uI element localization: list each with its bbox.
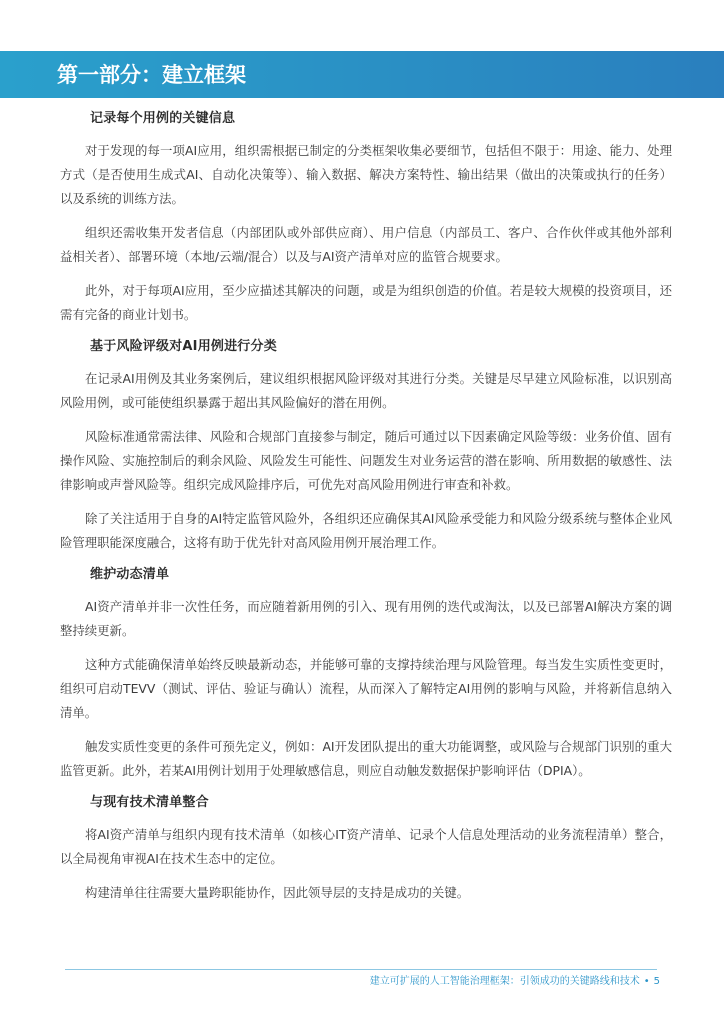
paragraph: AI资产清单并非一次性任务，而应随着新用例的引入、现有用例的迭代或淘汰，以及已部署AI解决方案的调整持续更新。 bbox=[60, 599, 672, 638]
document-body bbox=[60, 109, 672, 915]
section-banner bbox=[0, 51, 724, 98]
footer-divider bbox=[65, 969, 657, 970]
section-tech-inventory-integration bbox=[60, 793, 672, 905]
section-heading: 维护动态清单 bbox=[90, 567, 170, 582]
paragraph: 将AI资产清单与组织内现有技术清单（如核心IT资产清单、记录个人信息处理活动的业务流程清单）整合，以全局视角审视AI在技术生态中的定位。 bbox=[60, 827, 672, 866]
page-title: 第一部分：建立框架 bbox=[57, 63, 246, 87]
section-record-key-info bbox=[60, 109, 672, 327]
paragraph: 构建清单往往需要大量跨职能协作，因此领导层的支持是成功的关键。 bbox=[85, 885, 470, 900]
paragraph: 触发实质性变更的条件可预先定义，例如：AI开发团队提出的重大功能调整，或风险与合规部门识别的重大监管更新。此外，若某AI用例计划用于处理敏感信息，则应自动触发数据保护影响评估（DPIA）。 bbox=[60, 739, 672, 778]
paragraph: 对于发现的每一项AI应用，组织需根据已制定的分类框架收集必要细节，包括但不限于：用途、能力、处理方式（是否使用生成式AI、自动化决策等）、输入数据、解决方案特性、输出结果（做出的决策或执行的任务）以及系统的训练方法。 bbox=[60, 143, 672, 206]
paragraph: 在记录AI用例及其业务案例后，建议组织根据风险评级对其进行分类。关键是尽早建立风险标准，以识别高风险用例，或可能使组织暴露于超出其风险偏好的潜在用例。 bbox=[60, 371, 672, 410]
paragraph: 这种方式能确保清单始终反映最新动态，并能够可靠的支撑持续治理与风险管理。每当发生实质性变更时，组织可启动TEVV（测试、评估、验证与确认）流程，从而深入了解特定AI用例的影响与风险，并将新信息纳入清单。 bbox=[60, 657, 672, 720]
section-heading: 记录每个用例的关键信息 bbox=[90, 111, 236, 126]
section-dynamic-inventory bbox=[60, 565, 672, 783]
paragraph: 除了关注适用于自身的AI特定监管风险外，各组织还应确保其AI风险承受能力和风险分级系统与整体企业风险管理职能深度融合，这将有助于优先针对高风险用例开展治理工作。 bbox=[60, 511, 672, 550]
section-heading: 基于风险评级对AI用例进行分类 bbox=[90, 339, 277, 354]
page-number: 5 bbox=[653, 976, 660, 987]
section-risk-classification bbox=[60, 337, 672, 555]
section-heading: 与现有技术清单整合 bbox=[90, 795, 209, 810]
paragraph: 组织还需收集开发者信息（内部团队或外部供应商）、用户信息（内部员工、客户、合作伙伴或其他外部利益相关者）、部署环境（本地/云端/混合）以及与AI资产清单对应的监管合规要求。 bbox=[60, 225, 672, 264]
footer-title: 建立可扩展的人工智能治理框架：引领成功的关键路线和技术 bbox=[369, 976, 640, 987]
page-footer bbox=[370, 975, 660, 989]
paragraph: 风险标准通常需法律、风险和合规部门直接参与制定，随后可通过以下因素确定风险等级：业务价值、固有操作风险、实施控制后的剩余风险、风险发生可能性、问题发生对业务运营的潜在影响、所用数据的敏感性、法律影响或声誉风险等。组织完成风险排序后，可优先对高风险用例进行审查和补救。 bbox=[60, 429, 672, 492]
paragraph: 此外，对于每项AI应用，至少应描述其解决的问题，或是为组织创造的价值。若是较大规模的投资项目，还需有完备的商业计划书。 bbox=[60, 283, 672, 322]
footer-separator: • bbox=[643, 976, 650, 987]
